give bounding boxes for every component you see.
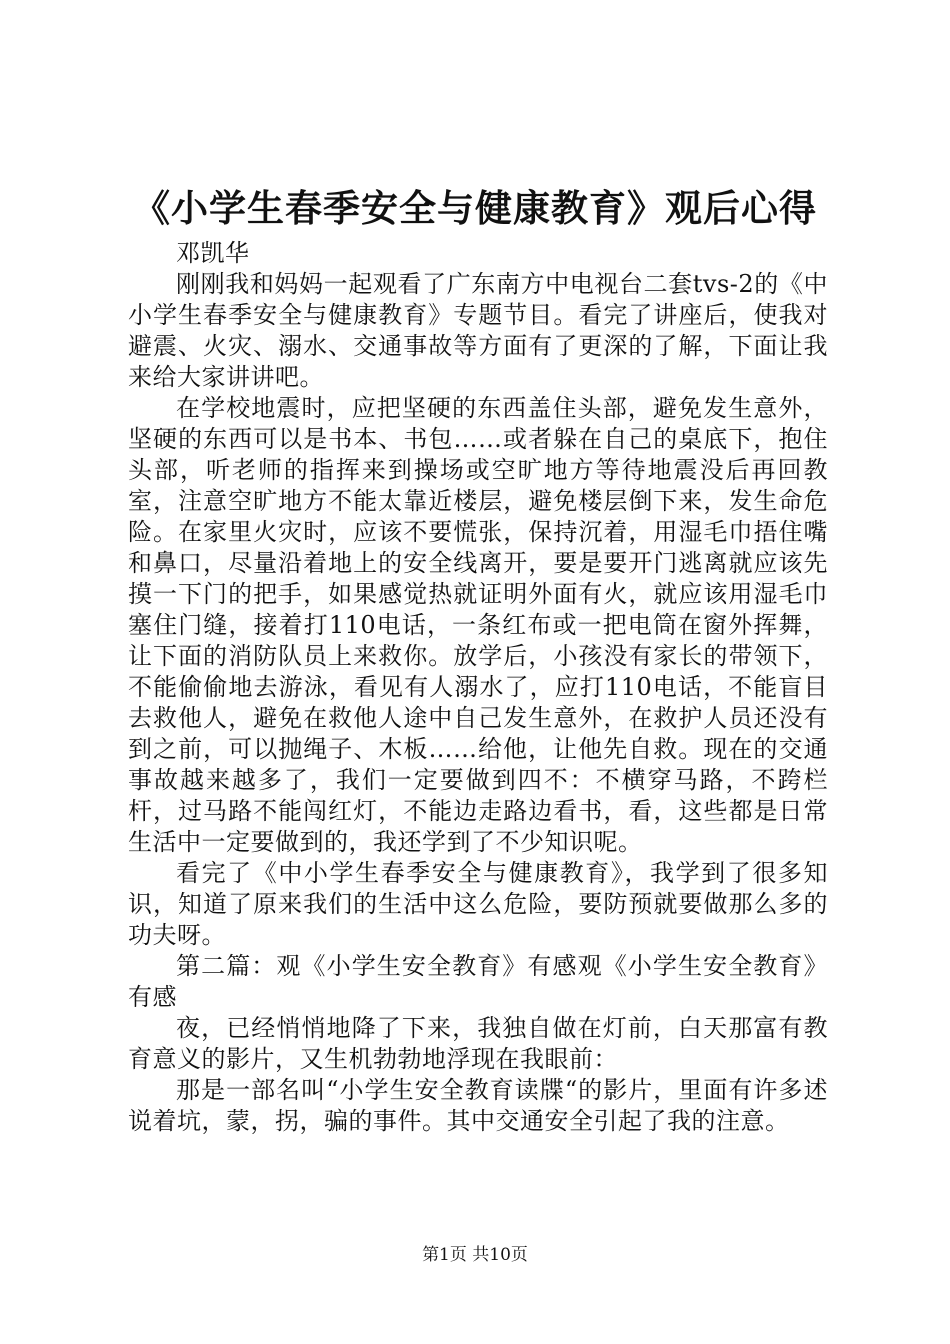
author-name: 邓凯华	[176, 239, 250, 267]
document-body	[128, 238, 828, 1137]
section-heading-second: 第二篇：观《小学生安全教育》有感观《小学生安全教育》有感	[128, 952, 828, 1011]
paragraph-film: 那是一部名叫“小学生安全教育读牒“的影片，里面有许多述说着坑，蒙，拐，骗的事件。其中交通安全引起了我的注意。	[128, 1076, 828, 1135]
paragraph-night: 夜，已经悄悄地降了下来，我独自做在灯前，白天那富有教育意义的影片，又生机勃勃地浮现在我眼前：	[128, 1014, 828, 1073]
paragraph-conclusion: 看完了《中小学生春季安全与健康教育》，我学到了很多知识，知道了原来我们的生活中这么危险，要防预就要做那么多的功夫呀。	[128, 859, 828, 949]
document-title: 《小学生春季安全与健康教育》观后心得	[133, 186, 817, 230]
page-number-footer: 第1页 共10页	[422, 1245, 528, 1265]
paragraph-intro: 刚刚我和妈妈一起观看了广东南方中电视台二套tvs-2的《中小学生春季安全与健康教育》专题节目。看完了讲座后，使我对避震、火灾、溺水、交通事故等方面有了更深的了解，下面让我来给大家讲讲吧。	[128, 270, 828, 391]
paragraph-safety-tips: 在学校地震时，应把坚硬的东西盖住头部，避免发生意外，坚硬的东西可以是书本、书包……或者躲在自己的桌底下，抱住头部，听老师的指挥来到操场或空旷地方等待地震没后再回教室，注意空旷地方不能太靠近楼层，避免楼层倒下来，发生命危险。在家里火灾时，应该不要慌张，保持沉着，用湿毛巾捂住嘴和鼻口，尽量沿着地上的安全线离开，要是要开门逃离就应该先摸一下门的把手，如果感觉热就证明外面有火，就应该用湿毛巾塞住门缝，接着打110电话，一条红布或一把电筒在窗外挥舞，让下面的消防队员上来救你。放学后，小孩没有家长的带领下，不能偷偷地去游泳，看见有人溺水了，应打110电话，不能盲目去救他人，避免在救他人途中自己发生意外，在救护人员还没有到之前，可以抛绳子、木板……给他，让他先自救。现在的交通事故越来越多了，我们一定要做到四不：不横穿马路，不跨栏杆，过马路不能闯红灯，不能边走路边看书，看，这些都是日常生活中一定要做到的，我还学到了不少知识呢。	[128, 394, 828, 856]
